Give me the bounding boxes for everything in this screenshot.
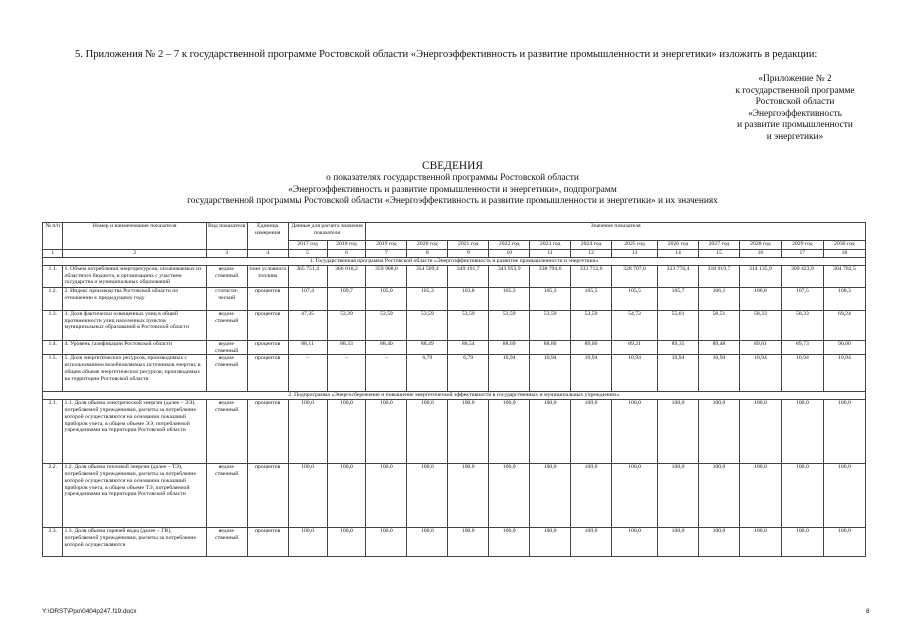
appendix-line: и развитие промышленности [737,120,853,131]
indicator-unit: тонн условного топлива [247,265,288,287]
value-cell: 100,0 [571,528,612,557]
header-no: № п/п [43,223,63,250]
indicator-unit: процентов [247,464,288,528]
value-cell: 10,94 [612,355,658,392]
value-cell: 333 712,6 [571,265,612,287]
value-cell: 10,94 [739,355,781,392]
value-cell: 108,3 [823,287,865,310]
value-cell: 318 919,7 [699,265,740,287]
indicator-unit: процентов [247,528,288,557]
value-cell: 89,00 [571,340,612,355]
value-cell: 100,0 [612,528,658,557]
column-number-cell: 10 [489,250,530,258]
column-number-cell: 11 [530,250,571,258]
value-cell: 88,69 [489,340,530,355]
value-cell: 105,3 [489,287,530,310]
column-number-cell: 17 [781,250,823,258]
value-cell: 366 018,2 [327,265,366,287]
value-cell: 100,0 [489,400,530,464]
value-cell: 53,59 [530,310,571,340]
year-cell: 2020 год [407,240,448,249]
appendix-line: «Энергоэффективность [748,108,842,119]
value-cell: 100,0 [327,464,366,528]
value-cell: 6,79 [448,355,489,392]
value-cell: 314 135,9 [739,265,781,287]
value-cell: 88,33 [327,340,366,355]
value-cell: 105,5 [612,287,658,310]
header-kind: Вид показателя [206,223,247,250]
value-cell: 88,11 [288,340,327,355]
header-row [43,223,866,241]
year-cell: 2018 год [327,240,366,249]
indicator-name: 2. Индекс производства Ростовской области по отношению к предыдущему году [63,287,206,310]
value-cell: 100,0 [571,464,612,528]
value-cell: 89,21 [612,340,658,355]
year-cell: 2022 год [489,240,530,249]
indicator-name: 1.1. Доля объема электрической энергии (далее – ЭЭ), потребляемой учреждениями, расчеты за потребление которой осуществляются на основании показаний приборов учета, в общем объеме ЭЭ, потребляемой учреждениями на территории Ростовской области [63,400,206,464]
indicator-unit: процентов [247,287,288,310]
value-cell: 100,0 [658,464,699,528]
value-cell: 100,0 [448,400,489,464]
value-cell: 100,0 [612,400,658,464]
value-cell: 359 908,0 [366,265,407,287]
value-cell: 10,94 [571,355,612,392]
document-title [0,160,905,208]
value-cell: 323 776,4 [658,265,699,287]
table-row [43,340,866,355]
value-cell: – [366,355,407,392]
value-cell: 58,33 [781,310,823,340]
column-number-cell: 2 [63,250,206,258]
value-cell: 309 423,9 [781,265,823,287]
value-cell: – [327,355,366,392]
header-unit: Единица измерения [247,223,288,250]
indicator-kind: ведом-ственный [206,355,247,392]
value-cell: 100,0 [489,464,530,528]
value-cell: 88,49 [407,340,448,355]
year-cell: 2028 год [739,240,781,249]
value-cell: 88,40 [366,340,407,355]
column-number-cell: 4 [247,250,288,258]
column-number-cell: 16 [739,250,781,258]
value-cell: 328 707,0 [612,265,658,287]
indicator-unit: процентов [247,340,288,355]
column-number-cell: 18 [823,250,865,258]
value-cell: 53,39 [327,310,366,340]
value-cell: 100,0 [823,400,865,464]
indicator-kind: ведом-ственный [206,265,247,287]
indicator-name: 1.3. Доля объема горячей воды (далее – ГВ), потребляемой учреждениями, расчеты за потребление которой осуществляются [63,528,206,557]
value-cell: 53,59 [489,310,530,340]
value-cell: 107,4 [288,287,327,310]
value-cell: 89,61 [739,340,781,355]
value-cell: 90,00 [823,340,865,355]
title-head: СВЕДЕНИЯ [422,160,483,172]
column-number-cell: 5 [288,250,327,258]
title-line: о показателях государственной программы Ростовской области [326,173,579,183]
section-title: 1. Государственная программа Ростовской области «Энергоэффективность и развитие промышленности и энергетики» [43,258,866,266]
row-number: 1.4. [43,340,63,355]
indicator-kind: ведом-ственный [206,400,247,464]
appendix-line: «Приложение № 2 [758,74,832,84]
indicator-name: 5. Доля энергетических ресурсов, производимых с использованием возобновляемых источников энергии, в общем объеме энергетических ресурсов, производимых на территории Ростовской области [63,355,206,392]
indicator-kind: статисти-ческий [206,287,247,310]
column-number-cell: 7 [366,250,407,258]
title-line: «Энергоэффективность и развитие промышленности и энергетики», подпрограмм [288,184,617,195]
value-cell: 365 751,4 [288,265,327,287]
year-cell: 2030 год [823,240,865,249]
column-number-cell: 12 [571,250,612,258]
value-cell: 100,0 [448,528,489,557]
value-cell: 56,51 [699,310,740,340]
indicator-kind: ведом-ственный [206,340,247,355]
indicator-name: 1.2. Доля объема тепловой энергии (далее – ТЭ), потребляемой учреждениями, расчеты за потребление которой осуществляются на основании показаний приборов учета, в общем объеме ТЭ, потребляемой учреждениями на территории Ростовской области [63,464,206,528]
value-cell: 354 509,4 [407,265,448,287]
value-cell: 100,0 [448,464,489,528]
table-row [43,265,866,287]
value-cell: 100,0 [739,400,781,464]
value-cell: 100,0 [366,464,407,528]
table-row [43,528,866,557]
table-row [43,464,866,528]
table-row [43,287,866,310]
value-cell: 100,0 [530,464,571,528]
column-number-cell: 1 [43,250,63,258]
value-cell: 100,0 [530,528,571,557]
value-cell: 338 794,6 [530,265,571,287]
footer-path: Y:\ORST\Ppo\0404p247.f19.docx [42,608,137,615]
value-cell: 100,0 [366,400,407,464]
value-cell: 6,79 [407,355,448,392]
value-cell: 100,0 [327,400,366,464]
header-values: Значение показателя [366,223,866,241]
value-cell: – [288,355,327,392]
value-cell: 100,0 [699,528,740,557]
value-cell: 100,0 [781,528,823,557]
indicators-table [42,222,866,557]
value-cell: 100,0 [612,464,658,528]
value-cell: 349 191,7 [448,265,489,287]
value-cell: 100,0 [739,464,781,528]
row-number: 1.2. [43,287,63,310]
value-cell: 304 782,5 [823,265,865,287]
column-number-cell: 3 [206,250,247,258]
value-cell: 53,59 [571,310,612,340]
column-numbers-row [43,250,866,258]
value-cell: 89,48 [699,340,740,355]
value-cell: 100,0 [288,400,327,464]
indicator-unit: процентов [247,310,288,340]
value-cell: 53,59 [407,310,448,340]
value-cell: 10,94 [658,355,699,392]
value-cell: 109,7 [327,287,366,310]
year-cell: 2025 год [612,240,658,249]
value-cell: 10,94 [823,355,865,392]
indicator-unit: процентов [247,355,288,392]
appendix-line: к государственной программе [735,85,855,96]
value-cell: 106,1 [699,287,740,310]
header-calc: Данные для расчета значения показателя [288,223,366,241]
appendix-line: и энергетики» [766,131,824,142]
value-cell: 100,0 [327,528,366,557]
title-line: государственной программы Ростовской области «Энергоэффективность и развитие промышленности и энергетики» и их значениях [187,196,718,207]
value-cell: 55,61 [658,310,699,340]
value-cell: 69,24 [823,310,865,340]
value-cell: 105,0 [366,287,407,310]
year-cell: 2017 год [288,240,327,249]
value-cell: 10,94 [489,355,530,392]
table-row [43,400,866,464]
page-number: 8 [866,608,870,615]
header-name: Номер и наименование показателя [63,223,206,250]
value-cell: 47,35 [288,310,327,340]
year-cell: 2029 год [781,240,823,249]
indicator-unit: процентов [247,400,288,464]
value-cell: 100,0 [366,528,407,557]
value-cell: 100,0 [288,528,327,557]
column-number-cell: 6 [327,250,366,258]
value-cell: 100,0 [823,528,865,557]
section-title: 2. Подпрограмма «Энергосбережение и повышение энергетической эффективности в государственных и муниципальных учреждениях» [43,392,866,400]
indicator-kind: ведом-ственный [206,464,247,528]
appendix-heading [690,74,900,144]
column-number-cell: 14 [658,250,699,258]
value-cell: 89,35 [658,340,699,355]
indicator-kind: ведом-ственный [206,310,247,340]
appendix-line: Ростовской области [755,97,835,108]
value-cell: 100,0 [823,464,865,528]
year-cell: 2026 год [658,240,699,249]
value-cell: 53,59 [448,310,489,340]
value-cell: 10,94 [781,355,823,392]
value-cell: 88,54 [448,340,489,355]
value-cell: 54,72 [612,310,658,340]
value-cell: 100,0 [781,464,823,528]
year-cell: 2023 год [530,240,571,249]
value-cell: 100,0 [781,400,823,464]
column-number-cell: 15 [699,250,740,258]
value-cell: 105,7 [658,287,699,310]
table-row [43,355,866,392]
value-cell: 100,0 [407,528,448,557]
column-number-cell: 13 [612,250,658,258]
row-number: 2.2. [43,464,63,528]
value-cell: 53,59 [366,310,407,340]
section-row [43,392,866,400]
value-cell: 105,5 [571,287,612,310]
value-cell: 100,0 [288,464,327,528]
value-cell: 100,0 [699,400,740,464]
value-cell: 343 953,9 [489,265,530,287]
value-cell: 88,80 [530,340,571,355]
row-number: 1.5. [43,355,63,392]
year-cell: 2024 год [571,240,612,249]
indicator-name: 1. Объем потребления энергоресурсов, оплачиваемых из областного бюджета, в организациях с участием государства и муниципальных образований [63,265,206,287]
value-cell: 100,0 [658,528,699,557]
value-cell: 10,94 [530,355,571,392]
section-row [43,258,866,266]
value-cell: 100,0 [407,464,448,528]
value-cell: 107,5 [781,287,823,310]
value-cell: 10,94 [699,355,740,392]
value-cell: 106,8 [739,287,781,310]
column-number-cell: 8 [407,250,448,258]
indicator-name: 3. Доля фактически освещенных улиц в общей протяженности улиц населенных пунктов муниципальных образований в Ростовской области [63,310,206,340]
value-cell: 100,0 [739,528,781,557]
value-cell: 58,33 [739,310,781,340]
value-cell: 100,0 [489,528,530,557]
indicator-name: 4. Уровень газификации Ростовской области [63,340,206,355]
value-cell: 100,0 [699,464,740,528]
table-body [43,223,866,557]
value-cell: 89,73 [781,340,823,355]
value-cell: 103,8 [448,287,489,310]
table-row [43,310,866,340]
year-cell: 2021 год [448,240,489,249]
value-cell: 105,3 [407,287,448,310]
row-number: 2.1. [43,400,63,464]
column-number-cell: 9 [448,250,489,258]
indicator-kind: ведом-ственный [206,528,247,557]
value-cell: 105,3 [530,287,571,310]
row-number: 2.3. [43,528,63,557]
intro-paragraph: 5. Приложения № 2 – 7 к государственной программе Ростовской области «Энергоэффективность и развитие промышленности и энергетики» изложить в редакции: [75,49,818,60]
row-number: 1.1. [43,265,63,287]
row-number: 1.3. [43,310,63,340]
value-cell: 100,0 [658,400,699,464]
value-cell: 100,0 [407,400,448,464]
year-cell: 2019 год [366,240,407,249]
value-cell: 100,0 [571,400,612,464]
value-cell: 100,0 [530,400,571,464]
year-cell: 2027 год [699,240,740,249]
